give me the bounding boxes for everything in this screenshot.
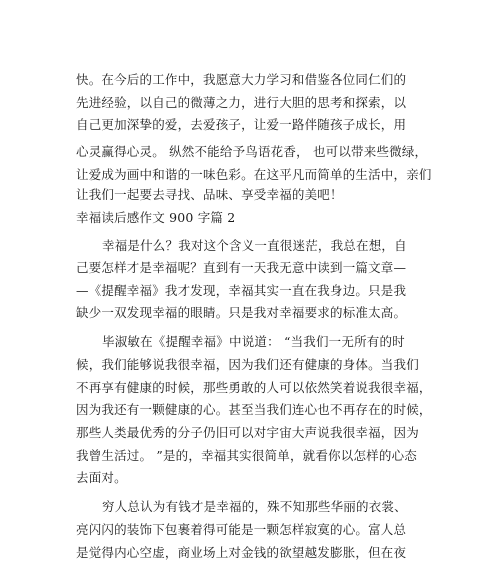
text-line: 不再享有健康的时候，那些勇敢的人可以依然笑着说我很幸福， xyxy=(76,380,432,395)
text-line: 缺少一双发现幸福的眼睛。只是我对幸福要求的标准太高。 xyxy=(76,305,407,320)
text-line: 因为我还有一颗健康的心。甚至当我们连心也不再存在的时候， xyxy=(76,402,432,417)
text-line: 穷人总认为有钱才是幸福的，殊不知那些华丽的衣裳、 xyxy=(102,499,407,514)
text-line: —《提醒幸福》我才发现，幸福其实一直在我身边。只是我 xyxy=(76,283,407,298)
text-line: 那些人类最优秀的分子仍旧可以对宇宙大声说我很幸福，因为 xyxy=(76,425,419,440)
text-line: 候，我们能够说我很幸福，因为我们还有健康的身体。当我们 xyxy=(76,357,419,372)
section-heading: 幸福读后感作文 900 字篇 2 xyxy=(76,210,236,225)
text-line: 心灵赢得心灵。 纵然不能给予鸟语花香， 也可以带来些微绿， xyxy=(76,144,428,159)
text-line: 先进经验，以自己的微薄之力，进行大胆的思考和探索，以 xyxy=(76,95,407,110)
text-line: 是觉得内心空虚，商业场上对金钱的欲望越发膨胀，但在夜 xyxy=(76,545,407,560)
text-line: 快。在今后的工作中，我愿意大力学习和借鉴各位同仁们的 xyxy=(76,72,407,87)
text-line: 让我们一起要去寻找、品味、享受幸福的美吧！ xyxy=(76,187,343,202)
text-line: 让爱成为画中和谐的一味色彩。在这平凡而简单的生活中，亲们 xyxy=(76,167,432,182)
text-line: 己要怎样才是幸福呢？直到有一天我无意中读到一篇文章— xyxy=(76,260,407,275)
text-line: 亮闪闪的装饰下包裹着得可能是一颗怎样寂寞的心。富人总 xyxy=(76,522,407,537)
text-line: 自己更加深挚的爱，去爱孩子，让爱一路伴随孩子成长，用 xyxy=(76,117,407,132)
text-line: 去面对。 xyxy=(76,470,127,485)
text-line: 我曾生活过。 ”是的，幸福其实很简单，就看你以怎样的心态 xyxy=(76,448,417,463)
text-line: 幸福是什么？我对这个含义一直很迷茫，我总在想，自 xyxy=(102,238,407,253)
text-line: 毕淑敏在《提醒幸福》中说道： “当我们一无所有的时 xyxy=(102,334,405,349)
